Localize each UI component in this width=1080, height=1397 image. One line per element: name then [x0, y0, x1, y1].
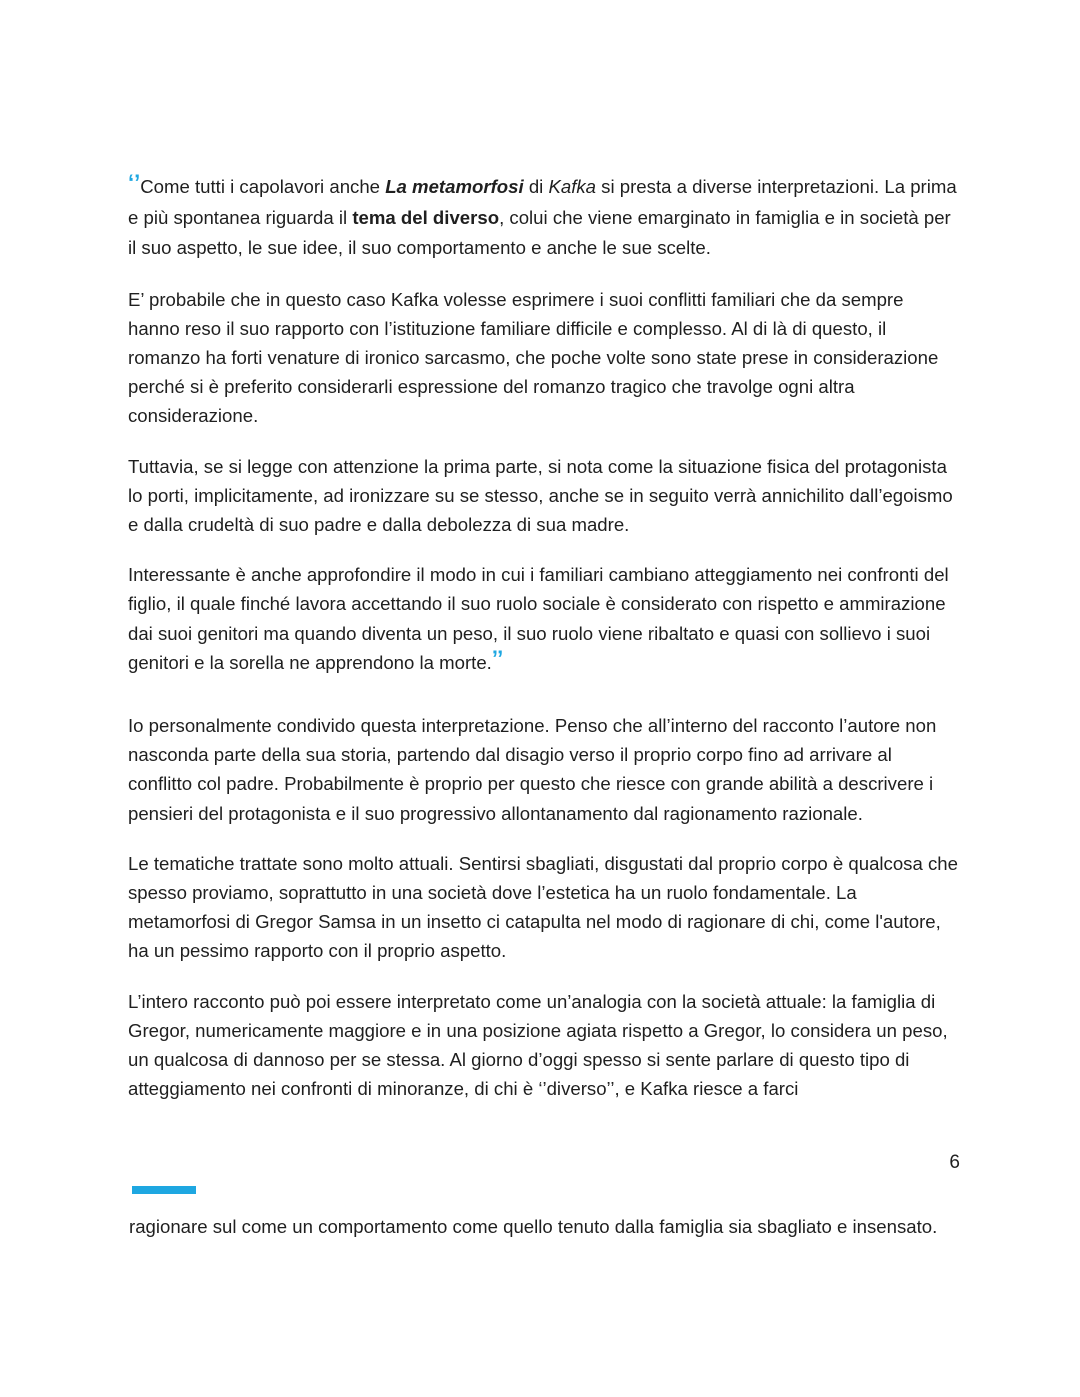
quote-paragraph-1: [128, 172, 958, 264]
quote-p1-text-3: si presta a diverse interpretazioni. La prima e più spontanea riguarda il: [128, 176, 957, 228]
author-name: Kafka: [548, 176, 597, 197]
close-quote-mark: ’’: [491, 645, 504, 671]
page-number: 6: [949, 1152, 960, 1173]
accent-bar: [132, 1186, 196, 1194]
work-title: La metamorfosi: [385, 176, 524, 197]
open-quote-mark: ‘’: [128, 170, 141, 195]
body-paragraph-5: Io personalmente condivido questa interpretazione. Penso che all’interno del racconto l’autore non nasconda parte della sua storia, partendo dal disagio verso il proprio corpo fino ad arrivare al conflitto col padre. Probabilmente è proprio per questo che riesce con grande abilità a descrivere i pensieri del protagonista e il suo progressivo allontanamento dal ragionamento razionale.: [128, 714, 937, 824]
quote-p4-text: Interessante è anche approfondire il modo in cui i familiari cambiano atteggiamento nei confronti del figlio, il quale finché lavora accettando il suo ruolo sociale è considerato con rispetto e ammirazione dai suoi genitori ma quando diventa un peso, il suo ruolo viene ribaltato e quasi con sollievo i suoi genitori e la sorella ne apprendono la morte.: [128, 564, 949, 673]
quote-paragraph-2: E’ probabile che in questo caso Kafka volesse esprimere i suoi conflitti familiari che da sempre hanno reso il suo rapporto con l’istituzione familiare difficile e complesso. Al di là di questo, il romanzo ha forti venature di ironico sarcasmo, che poche volte sono state prese in considerazione perché si è preferito considerarli espressione del romanzo tragico che travolge ogni altra considerazione.: [128, 288, 939, 427]
body-paragraph-6: Le tematiche trattate sono molto attuali. Sentirsi sbagliati, disgustati dal proprio corpo è qualcosa che spesso proviamo, soprattutto in una società dove l’estetica ha un ruolo fondamentale. La metamorfosi di Gregor Samsa in un insetto ci catapulta nel modo di ragionare di chi, come l'autore, ha un pessimo rapporto con il proprio aspetto.: [128, 852, 958, 962]
continuation-paragraph: ragionare sul come un comportamento come quello tenuto dalla famiglia sia sbagliato e insensato.: [129, 1216, 938, 1237]
quote-p1-text-2: di: [523, 176, 549, 197]
page-body: [128, 172, 958, 1124]
quote-p1-text-4: , colui che viene emarginato in famiglia e in società per il suo aspetto, le sue idee, il suo comportamento e anche le sue scelte.: [128, 206, 951, 258]
bold-theme: tema del diverso: [352, 206, 500, 228]
quote-p1-text-1: Come tutti i capolavori anche: [140, 176, 386, 197]
quote-paragraph-4: [128, 560, 958, 677]
body-paragraph-7: L’intero racconto può poi essere interpretato come un’analogia con la società attuale: la famiglia di Gregor, numericamente maggiore e in una posizione agiata rispetto a Gregor, lo considera un peso, un qualcosa di dannoso per se stessa. Al giorno d’oggi spesso si sente parlare di questo tipo di atteggiamento nei confronti di minoranze, di chi è ‘’diverso’’, e Kafka riesce a farci: [128, 990, 948, 1100]
quote-paragraph-3: Tuttavia, se si legge con attenzione la prima parte, si nota come la situazione fisica del protagonista lo porti, implicitamente, ad ironizzare su se stesso, anche se in seguito verrà annichilito dall’egoismo e dalla crudeltà di suo padre e dalla debolezza di sua madre.: [128, 455, 953, 535]
next-page-body: [129, 1212, 959, 1241]
